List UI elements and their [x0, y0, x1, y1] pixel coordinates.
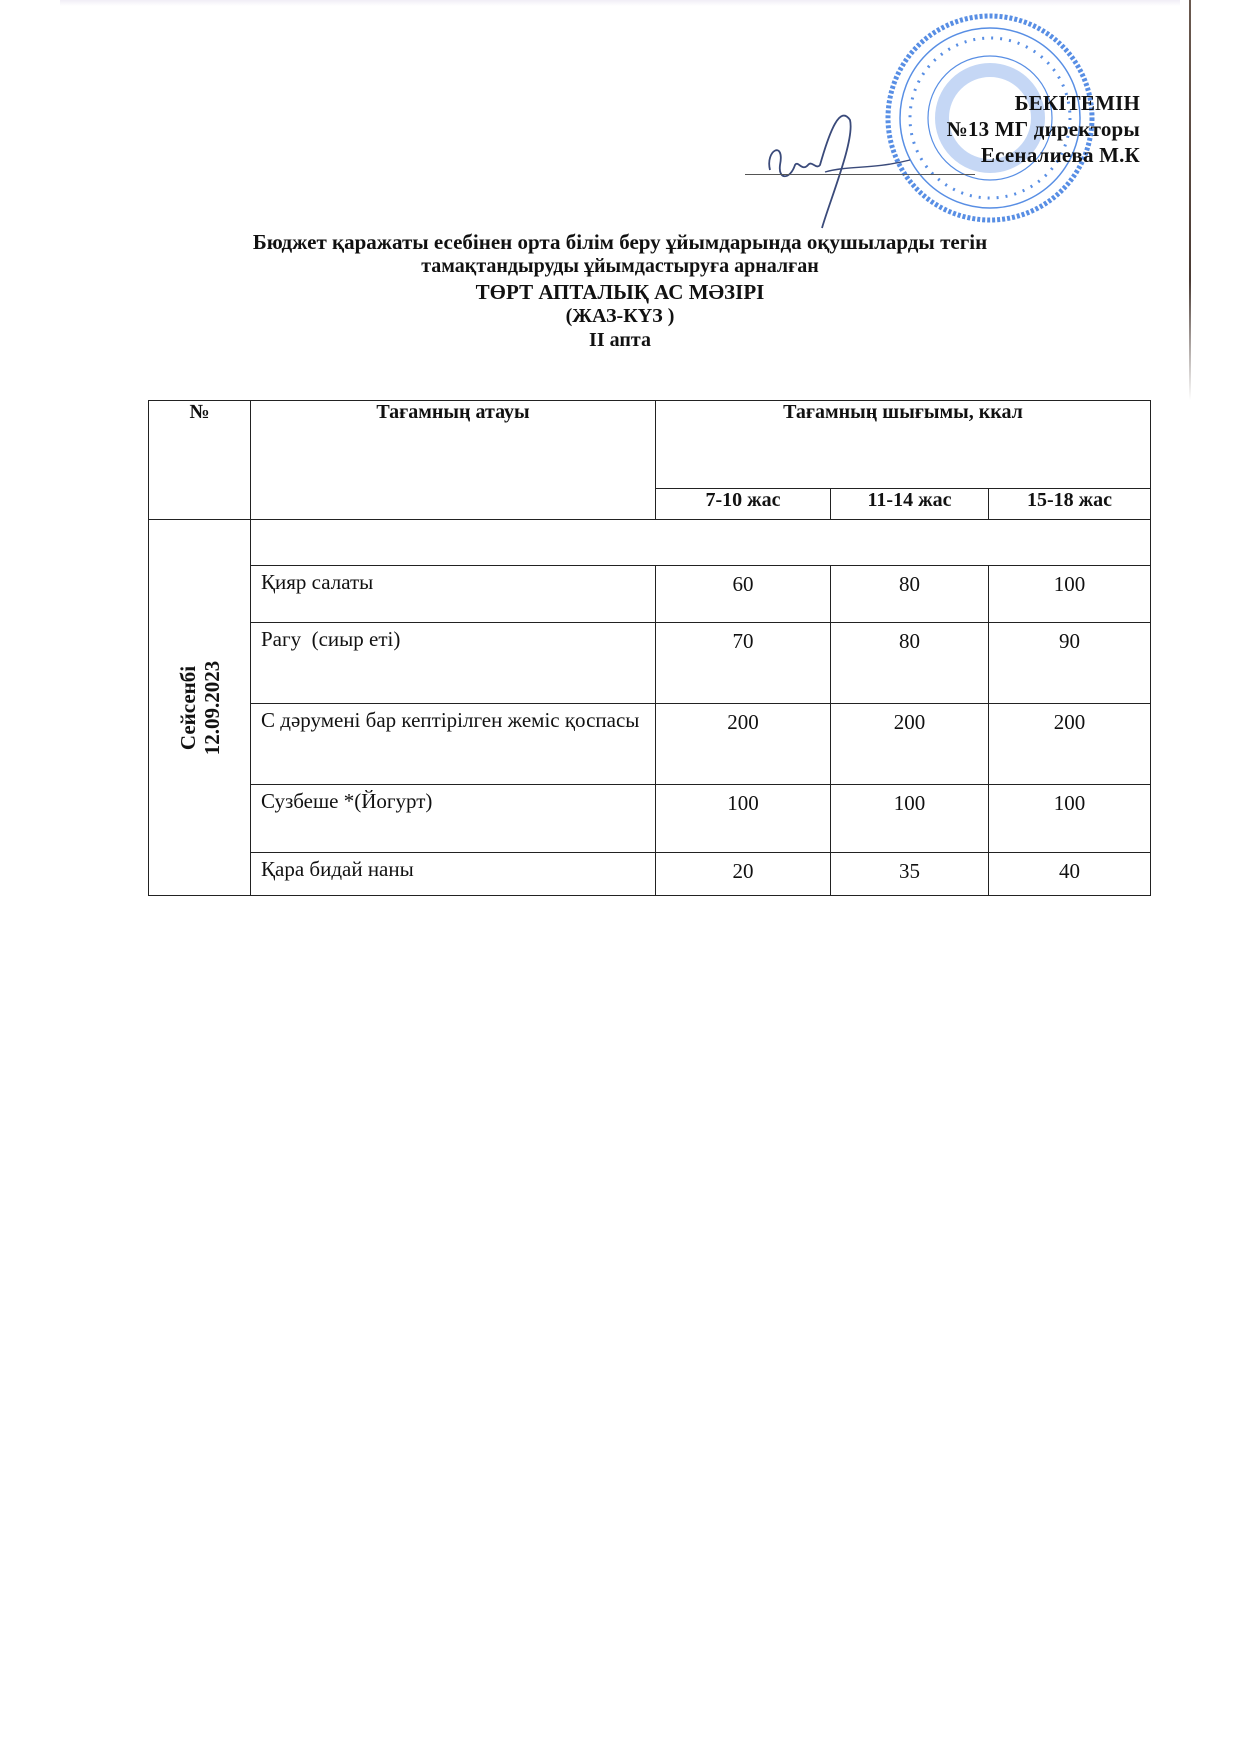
- value-15-18: 90: [989, 623, 1151, 704]
- title-line-1: Бюджет қаражаты есебінен орта білім беру ұйымдарында оқушыларды тегін: [252, 230, 988, 254]
- value-7-10: 200: [656, 704, 831, 785]
- approval-block: [880, 90, 1140, 168]
- table-row: [149, 623, 1151, 704]
- dish-name: Рагу (сиыр еті): [251, 623, 656, 704]
- header-dish-name: Тағамның атауы: [251, 401, 656, 520]
- approval-position: №13 МГ директоры: [946, 117, 1140, 141]
- header-age-11-14: 11-14 жас: [831, 489, 989, 520]
- title-line-5: II апта: [589, 329, 651, 351]
- dish-name: Қара бидай наны: [251, 853, 656, 896]
- value-11-14: 200: [831, 704, 989, 785]
- value-11-14: 35: [831, 853, 989, 896]
- table-row: [149, 853, 1151, 896]
- signature-line: [745, 174, 975, 175]
- dish-name: Сузбеше *(Йогурт): [251, 785, 656, 853]
- scan-edge-artifact: [60, 0, 1180, 6]
- table-header-row: [149, 401, 1151, 489]
- title-line-4: (ЖАЗ-КҮЗ ): [565, 305, 675, 327]
- value-11-14: 80: [831, 623, 989, 704]
- day-cell: [149, 520, 251, 896]
- header-number: №: [149, 401, 251, 520]
- value-15-18: 200: [989, 704, 1151, 785]
- approval-heading: БЕКІТЕМІН: [1014, 91, 1140, 115]
- value-11-14: 80: [831, 566, 989, 623]
- menu-table: [148, 400, 1151, 896]
- dish-name: С дәрумені бар кептірілген жеміс қоспасы: [251, 704, 656, 785]
- value-15-18: 40: [989, 853, 1151, 896]
- table-row-empty: [149, 520, 1151, 566]
- title-line-2: тамақтандыруды ұйымдастыруға арналған: [421, 255, 819, 277]
- day-label: [176, 660, 224, 755]
- table-row: [149, 785, 1151, 853]
- header-age-7-10: 7-10 жас: [656, 489, 831, 520]
- day-weekday: Сейсенбі: [175, 665, 200, 750]
- value-7-10: 20: [656, 853, 831, 896]
- value-7-10: 60: [656, 566, 831, 623]
- header-age-15-18: 15-18 жас: [989, 489, 1151, 520]
- value-15-18: 100: [989, 566, 1151, 623]
- value-7-10: 70: [656, 623, 831, 704]
- document-title: [150, 230, 1090, 352]
- page-edge-line: [1189, 0, 1191, 400]
- value-11-14: 100: [831, 785, 989, 853]
- value-15-18: 100: [989, 785, 1151, 853]
- dish-name: Қияр салаты: [251, 566, 656, 623]
- table-row: [149, 704, 1151, 785]
- table-row: [149, 566, 1151, 623]
- value-7-10: 100: [656, 785, 831, 853]
- header-yield: Тағамның шығымы, ккал: [656, 401, 1151, 489]
- empty-cell: [251, 520, 1151, 566]
- approval-name: Есеналиева М.К: [980, 143, 1140, 167]
- title-line-3: ТӨРТ АПТАЛЫҚ АС МӘЗІРІ: [475, 280, 765, 304]
- day-date: 12.09.2023: [199, 660, 224, 755]
